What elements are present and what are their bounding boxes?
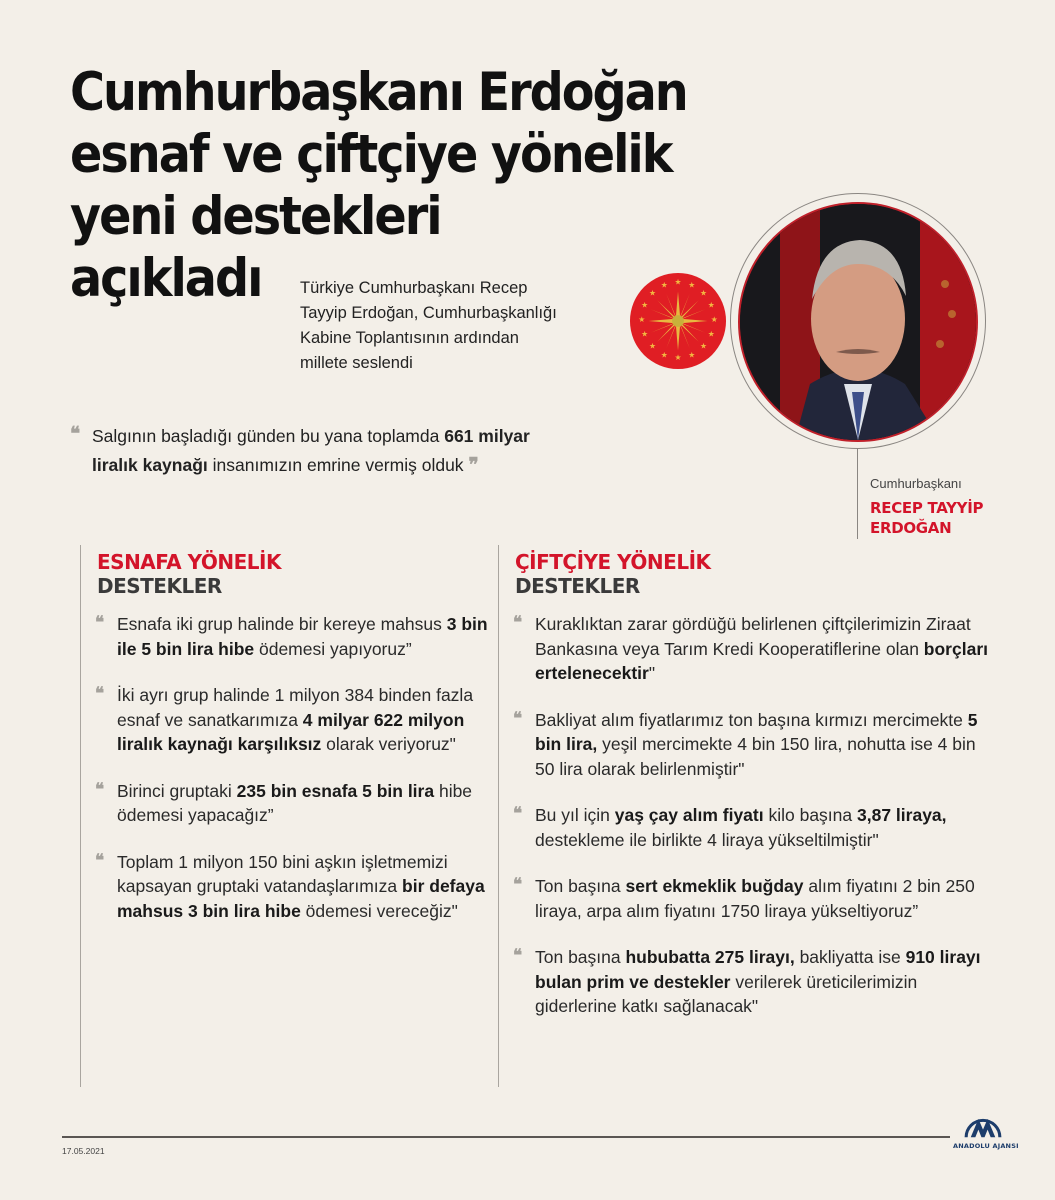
item-text: destekleme ile birlikte 4 liraya yükseltilmiştir" <box>535 829 879 850</box>
caption-name <box>870 498 983 538</box>
open-quote-icon: ❝ <box>95 779 102 800</box>
item-text: kilo başına <box>763 805 857 825</box>
column-title <box>97 550 490 598</box>
item-text: " <box>648 663 656 683</box>
column-title-red: ESNAFA YÖNELİK <box>97 550 281 574</box>
svg-text:★: ★ <box>649 341 657 351</box>
headline-line: açıkladı <box>70 248 262 309</box>
anadolu-agency-logo <box>953 1110 1019 1160</box>
item-emphasis: 910 lirayı bulan prim ve destekler <box>535 947 981 992</box>
item-emphasis: 3 bin ile 5 bin lira hibe <box>117 614 488 659</box>
column-title-red: ÇİFTÇİYE YÖNELİK <box>515 550 711 574</box>
svg-text:★: ★ <box>710 314 718 324</box>
headline-line: yeni destekleri <box>70 186 441 247</box>
item-text: Ton başına <box>535 876 626 896</box>
esnaf-support-column <box>80 545 490 1087</box>
item-text: Birinci gruptaki <box>117 780 237 801</box>
caption-name-line: RECEP TAYYİP <box>870 499 984 517</box>
svg-text:★: ★ <box>688 350 696 360</box>
close-quote-icon: ❞ <box>468 454 476 476</box>
portrait-caption <box>870 476 983 538</box>
quote-item <box>499 874 998 923</box>
lede-line: millete seslendi <box>300 354 413 372</box>
svg-text:★: ★ <box>674 353 682 363</box>
item-text: yeşil mercimekte 4 bin 150 lira, nohutta ise 4 bin 50 lira olarak belirlenmiştir" <box>535 734 976 779</box>
open-quote-icon: ❝ <box>95 613 102 633</box>
quote-item <box>499 945 998 1019</box>
quote-item <box>499 612 998 686</box>
svg-text:★: ★ <box>699 341 707 351</box>
svg-text:★: ★ <box>641 300 649 310</box>
quote-item <box>81 683 490 757</box>
headline-line: esnaf ve çiftçiye yönelik <box>70 124 672 185</box>
quote-item <box>499 708 998 782</box>
open-quote-icon: ❝ <box>513 804 520 824</box>
item-text: Toplam 1 milyon 150 bini aşkın işletmemizi kapsayan gruptaki vatandaşlarımıza <box>117 851 448 896</box>
quote-list <box>499 612 998 1019</box>
open-quote-icon: ❝ <box>95 684 102 704</box>
ciftci-support-column <box>498 545 998 1087</box>
quote-item <box>81 612 490 661</box>
caption-name-line: ERDOĞAN <box>870 519 952 537</box>
main-quote <box>70 422 530 480</box>
item-text: Bakliyat alım fiyatlarımız ton başına kırmızı mercimekte <box>535 709 968 730</box>
item-text: İki ayrı grup halinde 1 milyon 384 binden fazla esnaf ve sanatkarımıza <box>117 685 474 730</box>
quote-item <box>81 850 490 924</box>
headline-line: Cumhurbaşkanı Erdoğan <box>70 62 687 123</box>
quote-list <box>81 612 490 923</box>
svg-text:★: ★ <box>707 300 715 310</box>
open-quote-icon: ❝ <box>513 708 520 729</box>
portrait-photo <box>740 204 976 440</box>
item-emphasis: sert ekmeklik buğday <box>625 876 804 896</box>
quote-text: insanımızın emrine vermiş olduk <box>207 455 464 475</box>
item-emphasis: borçları ertelenecektir <box>535 638 988 683</box>
item-text: Kuraklıktan zarar gördüğü belirlenen çiftçilerimizin Ziraat Bankasına veya Tarım Kredi Kooperatiflerine olan <box>535 614 971 659</box>
svg-text:★: ★ <box>674 277 682 287</box>
item-text: olarak veriyoruz" <box>321 734 456 754</box>
item-text: verilerek üreticilerimizin giderlerine katkı sağlanacak" <box>535 971 918 1016</box>
item-emphasis: yaş çay alım fiyatı <box>614 805 764 825</box>
item-emphasis: bir defaya mahsus 3 bin lira hibe <box>117 876 485 921</box>
open-quote-icon: ❝ <box>70 423 78 445</box>
item-text: ödemesi vereceğiz" <box>300 900 458 921</box>
open-quote-icon: ❝ <box>95 850 102 871</box>
caption-divider <box>857 449 858 539</box>
presidential-seal-icon <box>629 272 727 370</box>
aa-logo-icon <box>960 1110 1006 1140</box>
quote-emphasis: 661 milyar liralık kaynağı <box>92 426 530 475</box>
item-text: alım fiyatını 2 bin 250 liraya, arpa alım fiyatını 1750 liraya yükseltiyoruz” <box>535 876 975 921</box>
svg-text:★: ★ <box>699 288 707 298</box>
svg-text:★: ★ <box>641 329 649 339</box>
item-text: Esnafa iki grup halinde bir kereye mahsus <box>117 614 447 634</box>
column-title-dark: DESTEKLER <box>97 574 222 598</box>
quote-text: Salgının başladığı günden bu yana toplamda <box>92 426 445 446</box>
item-emphasis: hububatta 275 lirayı, <box>625 947 795 967</box>
column-title <box>515 550 998 598</box>
svg-text:★: ★ <box>660 280 668 290</box>
open-quote-icon: ❝ <box>513 946 520 966</box>
item-emphasis: 4 milyar 622 milyon liralık kaynağı karşılıksız <box>117 709 465 754</box>
item-emphasis: 3,87 liraya, <box>857 805 947 825</box>
column-title-dark: DESTEKLER <box>515 574 640 598</box>
item-text: bakliyatta ise <box>794 947 906 967</box>
svg-text:★: ★ <box>638 314 646 324</box>
item-text: ödemesi yapıyoruz” <box>254 638 412 659</box>
quote-item <box>81 779 490 828</box>
item-text: hibe ödemesi yapacağız” <box>117 780 473 825</box>
lede-line: Kabine Toplantısının ardından <box>300 329 519 347</box>
quote-item <box>499 803 998 852</box>
open-quote-icon: ❝ <box>513 875 520 895</box>
caption-role: Cumhurbaşkanı <box>870 476 962 491</box>
publish-date: 17.05.2021 <box>62 1146 105 1156</box>
lede-line: Tayyip Erdoğan, Cumhurbaşkanlığı <box>300 304 557 322</box>
lede-text <box>300 276 620 376</box>
item-emphasis: 235 bin esnafa 5 bin lira <box>236 780 435 801</box>
item-emphasis: 5 bin lira, <box>535 709 978 754</box>
svg-text:★: ★ <box>660 350 668 360</box>
footer-divider <box>62 1136 950 1138</box>
open-quote-icon: ❝ <box>513 613 520 633</box>
logo-text: ANADOLU AJANSI <box>953 1142 1019 1150</box>
item-text: Ton başına <box>535 947 626 967</box>
svg-text:★: ★ <box>649 288 657 298</box>
lede-line: Türkiye Cumhurbaşkanı Recep <box>300 279 528 297</box>
svg-text:★: ★ <box>688 280 696 290</box>
item-text: Bu yıl için <box>535 805 615 825</box>
svg-text:★: ★ <box>707 329 715 339</box>
